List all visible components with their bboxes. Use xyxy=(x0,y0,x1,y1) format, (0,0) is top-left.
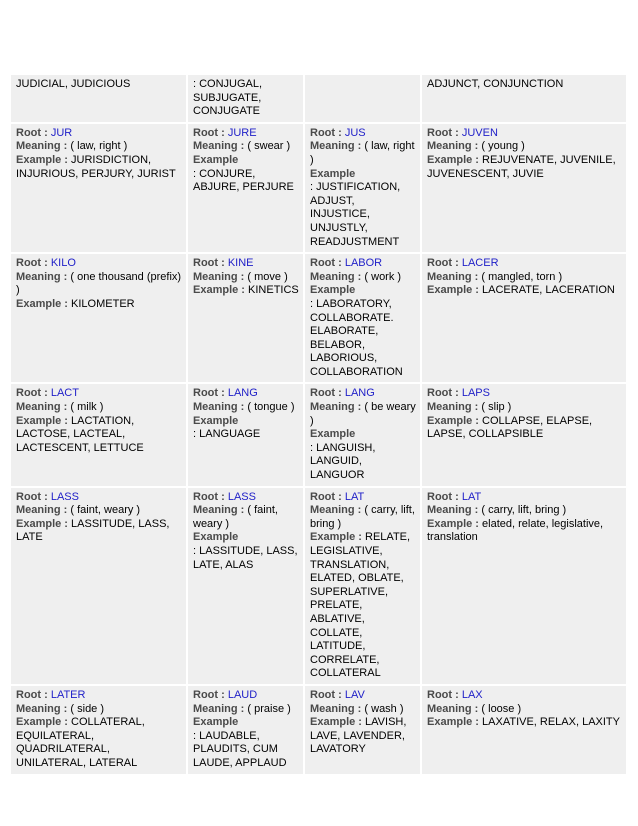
example-label: Example xyxy=(310,716,356,729)
cell-text: ADJUNCT, CONJUNCTION xyxy=(427,78,564,90)
root-value: LATER xyxy=(50,688,86,701)
root-value: LAT xyxy=(344,490,365,503)
root-value: LANG xyxy=(344,387,375,400)
label-colon: : xyxy=(354,702,365,715)
meaning-value: ( faint, weary ) xyxy=(193,504,278,530)
root-label: Root xyxy=(427,387,453,400)
label-colon: : xyxy=(41,387,51,400)
meaning-value: ( praise ) xyxy=(247,702,291,715)
meaning-value: ( move ) xyxy=(247,270,288,283)
table-cell xyxy=(188,75,303,122)
meaning-label: Meaning xyxy=(193,140,238,153)
meaning-label: Meaning xyxy=(16,702,61,715)
root-entry xyxy=(305,254,420,382)
root-value: JUR xyxy=(50,126,73,139)
meaning-label: Meaning xyxy=(310,270,355,283)
root-entry xyxy=(305,686,420,774)
example-label: Example xyxy=(427,414,473,427)
example-label: Example xyxy=(193,153,239,166)
example-value: COLLATERAL, EQUILATERAL, QUADRILATERAL, UNILATERAL, LATERAL xyxy=(16,716,145,769)
example-value: LAVISH, LAVE, LAVENDER, LAVATORY xyxy=(310,716,407,756)
table-row xyxy=(11,488,626,684)
example-value: RELATE, LEGISLATIVE, TRANSLATION, ELATED, OBLATE, SUPERLATIVE, PRELATE, ABLATIVE, COLLATE, LATITUDE, CORRELATE, COLLATERAL xyxy=(310,531,411,680)
table-cell xyxy=(11,75,186,122)
meaning-label: Meaning xyxy=(16,401,61,414)
example-value: : LABORATORY, COLLABORATE. ELABORATE, BELABOR, LABORIOUS, COLLABORATION xyxy=(310,297,403,378)
root-value: LASS xyxy=(227,490,256,503)
label-colon: : xyxy=(354,140,365,153)
root-label: Root xyxy=(16,387,42,400)
root-label: Root xyxy=(193,688,219,701)
example-label: Example xyxy=(427,153,473,166)
meaning-label: Meaning xyxy=(427,270,472,283)
example-value: REJUVENATE, JUVENILE, JUVENESCENT, JUVIE xyxy=(427,153,616,180)
root-value: LASS xyxy=(50,490,79,503)
label-colon: : xyxy=(471,504,482,517)
meaning-value: ( milk ) xyxy=(70,401,104,414)
label-colon: : xyxy=(41,126,51,139)
meaning-label: Meaning xyxy=(16,140,61,153)
root-label: Root xyxy=(427,257,453,270)
label-colon: : xyxy=(237,504,248,517)
root-value: JUVEN xyxy=(461,126,498,139)
label-colon: : xyxy=(41,490,51,503)
label-colon: : xyxy=(452,126,462,139)
label-colon: : xyxy=(354,401,365,414)
label-colon: : xyxy=(452,387,462,400)
root-entry xyxy=(305,384,420,485)
meaning-value: ( one thousand (prefix) ) xyxy=(16,270,182,297)
root-entry xyxy=(11,686,186,774)
table-row xyxy=(11,254,626,382)
example-value: LACERATE, LACERATION xyxy=(482,284,615,297)
example-value: : JUSTIFICATION, ADJUST, INJUSTICE, UNJUSTLY, READJUSTMENT xyxy=(310,181,401,248)
example-value: : LANGUAGE xyxy=(193,428,261,441)
root-label: Root xyxy=(427,126,453,139)
meaning-value: ( carry, lift, bring ) xyxy=(481,504,567,517)
root-value: KINE xyxy=(227,257,254,270)
meaning-label: Meaning xyxy=(310,702,355,715)
example-value: : LAUDABLE, PLAUDITS, CUM LAUDE, APPLAUD xyxy=(193,729,287,769)
label-colon: : xyxy=(471,702,482,715)
root-entry xyxy=(188,384,303,485)
example-value: KILOMETER xyxy=(71,297,135,310)
label-colon: : xyxy=(452,257,462,270)
example-label: Example xyxy=(16,517,62,530)
cell-text: JUDICIAL, JUDICIOUS xyxy=(16,78,131,90)
meaning-value: ( mangled, torn ) xyxy=(481,270,563,283)
table-cell xyxy=(305,75,420,122)
root-label: Root xyxy=(193,387,219,400)
example-value: : LASSITUDE, LASS, LATE, ALAS xyxy=(193,545,298,571)
root-label: Root xyxy=(16,688,42,701)
example-value: LAXATIVE, RELAX, LAXITY xyxy=(482,716,620,729)
example-value: JURISDICTION, INJURIOUS, PERJURY, JURIST xyxy=(16,153,176,180)
root-entry xyxy=(11,384,186,485)
table-row xyxy=(11,686,626,774)
meaning-label: Meaning xyxy=(16,504,61,517)
label-colon: : xyxy=(472,284,483,297)
root-label: Root xyxy=(16,490,42,503)
table-row xyxy=(11,124,626,252)
root-entry xyxy=(422,686,626,774)
root-value: LACT xyxy=(50,387,79,400)
label-colon: : xyxy=(60,140,71,153)
table-cell xyxy=(422,75,626,122)
root-value: LAT xyxy=(461,490,482,503)
root-label: Root xyxy=(16,257,42,270)
root-value: LANG xyxy=(227,387,258,400)
meaning-value: ( swear ) xyxy=(247,140,291,153)
label-colon: : xyxy=(335,126,345,139)
meaning-label: Meaning xyxy=(310,401,355,414)
example-label: Example xyxy=(193,414,239,427)
example-label: Example xyxy=(310,284,356,297)
root-label: Root xyxy=(427,688,453,701)
meaning-value: ( law, right ) xyxy=(310,140,415,166)
example-value: : CONJURE, ABJURE, PERJURE xyxy=(193,167,294,194)
label-colon: : xyxy=(472,414,483,427)
example-label: Example xyxy=(310,428,356,441)
root-entry xyxy=(422,124,626,252)
label-colon: : xyxy=(237,270,248,283)
label-colon: : xyxy=(61,414,72,427)
root-label: Root xyxy=(16,126,42,139)
example-value: KINETICS xyxy=(248,284,299,297)
label-colon: : xyxy=(237,140,248,153)
root-entry xyxy=(11,488,186,684)
root-entry xyxy=(422,254,626,382)
root-value: JUS xyxy=(344,126,366,139)
label-colon: : xyxy=(472,153,483,166)
label-colon: : xyxy=(452,490,462,503)
root-label: Root xyxy=(310,387,336,400)
example-value: : LANGUISH, LANGUID, LANGUOR xyxy=(310,441,376,482)
label-colon: : xyxy=(335,688,345,701)
root-value: LABOR xyxy=(344,257,383,270)
root-value: LAX xyxy=(461,688,483,701)
root-value: LAUD xyxy=(227,688,258,701)
label-colon: : xyxy=(218,387,228,400)
meaning-value: ( slip ) xyxy=(481,401,512,414)
example-label: Example xyxy=(16,297,62,310)
label-colon: : xyxy=(355,531,366,544)
label-colon: : xyxy=(472,517,483,530)
meaning-value: ( wash ) xyxy=(364,702,404,715)
meaning-label: Meaning xyxy=(427,401,472,414)
root-entry xyxy=(188,254,303,382)
example-label: Example xyxy=(193,531,239,544)
meaning-value: ( young ) xyxy=(481,140,525,153)
table-row xyxy=(11,75,626,122)
example-value: elated, relate, legislative, translation xyxy=(427,517,604,544)
root-label: Root xyxy=(310,688,336,701)
label-colon: : xyxy=(237,401,248,414)
meaning-label: Meaning xyxy=(193,504,238,517)
label-colon: : xyxy=(471,401,482,414)
label-colon: : xyxy=(355,716,366,729)
label-colon: : xyxy=(238,284,249,297)
example-label: Example xyxy=(427,517,473,530)
meaning-label: Meaning xyxy=(193,702,238,715)
meaning-label: Meaning xyxy=(193,270,238,283)
meaning-value: ( work ) xyxy=(364,270,402,283)
word-roots-table xyxy=(9,73,628,776)
root-entry xyxy=(11,254,186,382)
root-label: Root xyxy=(193,490,219,503)
meaning-value: ( law, right ) xyxy=(70,140,128,153)
meaning-label: Meaning xyxy=(310,504,355,517)
root-label: Root xyxy=(193,126,219,139)
label-colon: : xyxy=(60,702,71,715)
root-label: Root xyxy=(310,490,336,503)
example-label: Example xyxy=(193,716,239,729)
meaning-value: ( be weary ) xyxy=(310,401,416,427)
label-colon: : xyxy=(218,688,228,701)
example-value: LASSITUDE, LASS, LATE xyxy=(16,517,170,544)
label-colon: : xyxy=(472,716,483,729)
example-label: Example xyxy=(193,284,239,297)
root-value: LAV xyxy=(344,688,365,701)
root-entry xyxy=(188,488,303,684)
meaning-label: Meaning xyxy=(427,702,472,715)
label-colon: : xyxy=(354,270,365,283)
meaning-label: Meaning xyxy=(16,270,61,283)
label-colon: : xyxy=(354,504,365,517)
example-label: Example xyxy=(310,167,356,180)
label-colon: : xyxy=(237,702,248,715)
label-colon: : xyxy=(60,270,71,283)
meaning-label: Meaning xyxy=(427,140,472,153)
example-label: Example xyxy=(16,414,62,427)
example-label: Example xyxy=(310,531,356,544)
label-colon: : xyxy=(60,401,71,414)
label-colon: : xyxy=(61,716,72,729)
root-value: LACER xyxy=(461,257,499,270)
label-colon: : xyxy=(218,126,228,139)
label-colon: : xyxy=(218,257,228,270)
label-colon: : xyxy=(61,297,72,310)
root-label: Root xyxy=(310,257,336,270)
root-entry xyxy=(188,124,303,252)
label-colon: : xyxy=(61,517,72,530)
label-colon: : xyxy=(452,688,462,701)
root-label: Root xyxy=(310,126,336,139)
example-label: Example xyxy=(427,716,473,729)
root-entry xyxy=(188,686,303,774)
label-colon: : xyxy=(471,270,482,283)
table-row xyxy=(11,384,626,485)
label-colon: : xyxy=(335,387,345,400)
root-entry xyxy=(422,488,626,684)
meaning-label: Meaning xyxy=(310,140,355,153)
root-entry xyxy=(422,384,626,485)
meaning-label: Meaning xyxy=(193,401,238,414)
cell-text: : CONJUGAL, SUBJUGATE, CONJUGATE xyxy=(193,78,263,118)
label-colon: : xyxy=(335,490,345,503)
label-colon: : xyxy=(41,257,51,270)
meaning-label: Meaning xyxy=(427,504,472,517)
meaning-value: ( carry, lift, bring ) xyxy=(310,504,415,530)
example-label: Example xyxy=(427,284,473,297)
meaning-value: ( loose ) xyxy=(481,702,522,715)
meaning-value: ( side ) xyxy=(70,702,105,715)
root-value: LAPS xyxy=(461,387,490,400)
root-entry xyxy=(305,124,420,252)
root-label: Root xyxy=(193,257,219,270)
root-value: JURE xyxy=(227,126,257,139)
label-colon: : xyxy=(41,688,51,701)
root-label: Root xyxy=(427,490,453,503)
label-colon: : xyxy=(218,490,228,503)
example-label: Example xyxy=(16,153,62,166)
label-colon: : xyxy=(60,504,71,517)
label-colon: : xyxy=(335,257,345,270)
meaning-value: ( tongue ) xyxy=(247,401,295,414)
root-entry xyxy=(11,124,186,252)
label-colon: : xyxy=(61,153,72,166)
root-entry xyxy=(305,488,420,684)
example-label: Example xyxy=(16,716,62,729)
meaning-value: ( faint, weary ) xyxy=(70,504,141,517)
root-value: KILO xyxy=(50,257,76,270)
label-colon: : xyxy=(471,140,482,153)
example-value: LACTATION, LACTOSE, LACTEAL, LACTESCENT, LETTUCE xyxy=(16,414,144,454)
example-value: COLLAPSE, ELAPSE, LAPSE, COLLAPSIBLE xyxy=(427,414,593,441)
